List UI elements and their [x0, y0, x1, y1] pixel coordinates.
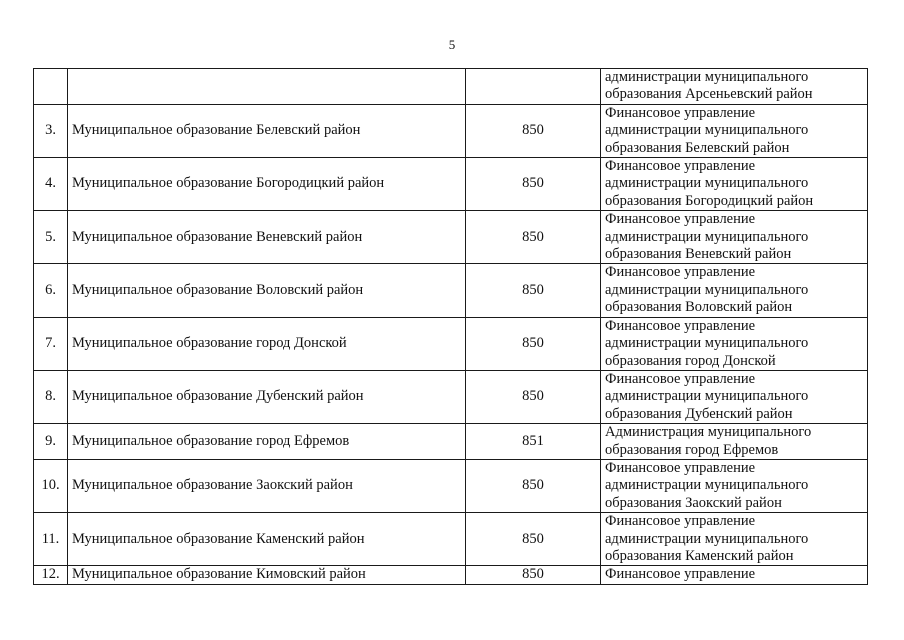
- administrator-cell: [601, 566, 868, 584]
- code-cell: 850: [466, 513, 601, 566]
- administrator-line: администрации муниципального: [605, 477, 809, 494]
- table-row: [34, 370, 868, 423]
- administrator-line: образования Белевский район: [605, 139, 790, 156]
- administrator-line: администрации муниципального: [605, 335, 809, 352]
- administrator-cell: [601, 424, 868, 460]
- administrator-cell: [601, 317, 868, 370]
- table-body: [34, 69, 868, 585]
- table-row: [34, 513, 868, 566]
- administrator-cell: [601, 264, 868, 317]
- row-number-cell: 9.: [34, 424, 68, 460]
- row-number-cell: 8.: [34, 370, 68, 423]
- administrator-line: администрации муниципального: [605, 281, 809, 298]
- row-number-cell: 7.: [34, 317, 68, 370]
- administrator-cell: [601, 459, 868, 512]
- municipality-name-cell: Муниципальное образование Веневский район: [68, 211, 466, 264]
- code-cell: 850: [466, 264, 601, 317]
- municipality-name-cell: Муниципальное образование Воловский район: [68, 264, 466, 317]
- table-row: [34, 211, 868, 264]
- administrator-line: образования Заокский район: [605, 494, 782, 511]
- administrator-line: образования Воловский район: [605, 299, 793, 316]
- table-row: [34, 104, 868, 157]
- administrator-line: Финансовое управление: [605, 566, 756, 583]
- municipality-name-cell: Муниципальное образование город Донской: [68, 317, 466, 370]
- table-row: [34, 424, 868, 460]
- row-number-cell: 12.: [34, 566, 68, 584]
- administrator-line: администрации муниципального: [605, 228, 809, 245]
- row-number-cell: 11.: [34, 513, 68, 566]
- municipality-name-cell: Муниципальное образование Заокский район: [68, 459, 466, 512]
- table-row: [34, 566, 868, 584]
- administrator-line: образования город Ефремов: [605, 441, 779, 458]
- row-number-cell: 3.: [34, 104, 68, 157]
- administrator-line: Администрация муниципального: [605, 424, 812, 441]
- municipality-name-cell: Муниципальное образование Белевский район: [68, 104, 466, 157]
- municipality-name-cell: Муниципальное образование город Ефремов: [68, 424, 466, 460]
- administrator-line: образования Веневский район: [605, 246, 792, 263]
- administrator-line: администрации муниципального: [605, 388, 809, 405]
- administrator-line: образования город Донской: [605, 352, 776, 369]
- row-number-cell: 4.: [34, 158, 68, 211]
- municipality-name-cell: Муниципальное образование Кимовский район: [68, 566, 466, 584]
- code-cell: [466, 69, 601, 105]
- code-cell: 850: [466, 459, 601, 512]
- table-row: [34, 459, 868, 512]
- code-cell: 850: [466, 104, 601, 157]
- administrator-line: администрации муниципального: [605, 530, 809, 547]
- administrator-line: Финансовое управление: [605, 264, 756, 281]
- administrator-line: Финансовое управление: [605, 211, 756, 228]
- administrator-line: Финансовое управление: [605, 158, 756, 175]
- municipality-name-cell: Муниципальное образование Богородицкий район: [68, 158, 466, 211]
- administrator-line: Финансовое управление: [605, 513, 756, 530]
- table-row: [34, 317, 868, 370]
- administrator-line: Финансовое управление: [605, 104, 756, 121]
- administrator-cell: [601, 513, 868, 566]
- administrator-cell: [601, 211, 868, 264]
- administrator-line: администрации муниципального: [605, 122, 809, 139]
- row-number-cell: 6.: [34, 264, 68, 317]
- administrator-cell: [601, 69, 868, 105]
- municipality-name-cell: [68, 69, 466, 105]
- code-cell: 850: [466, 566, 601, 584]
- row-number-cell: 10.: [34, 459, 68, 512]
- administrator-cell: [601, 370, 868, 423]
- administrator-line: образования Арсеньевский район: [605, 86, 813, 103]
- administrator-line: администрации муниципального: [605, 175, 809, 192]
- administrator-cell: [601, 158, 868, 211]
- page-number: 5: [448, 37, 456, 52]
- row-number-cell: 5.: [34, 211, 68, 264]
- administrator-line: образования Богородицкий район: [605, 192, 814, 209]
- administrator-line: образования Дубенский район: [605, 405, 793, 422]
- administrator-line: Финансовое управление: [605, 459, 756, 476]
- administrator-line: Финансовое управление: [605, 370, 756, 387]
- municipality-name-cell: Муниципальное образование Дубенский район: [68, 370, 466, 423]
- code-cell: 850: [466, 370, 601, 423]
- administrator-line: образования Каменский район: [605, 547, 794, 564]
- administrator-line: Финансовое управление: [605, 317, 756, 334]
- table-row: [34, 158, 868, 211]
- code-cell: 850: [466, 211, 601, 264]
- municipality-name-cell: Муниципальное образование Каменский район: [68, 513, 466, 566]
- code-cell: 851: [466, 424, 601, 460]
- document-table: [33, 68, 868, 585]
- administrator-line: администрации муниципального: [605, 69, 809, 85]
- code-cell: 850: [466, 317, 601, 370]
- row-number-cell: [34, 69, 68, 105]
- administrator-cell: [601, 104, 868, 157]
- table-row: [34, 69, 868, 105]
- table-row: [34, 264, 868, 317]
- code-cell: 850: [466, 158, 601, 211]
